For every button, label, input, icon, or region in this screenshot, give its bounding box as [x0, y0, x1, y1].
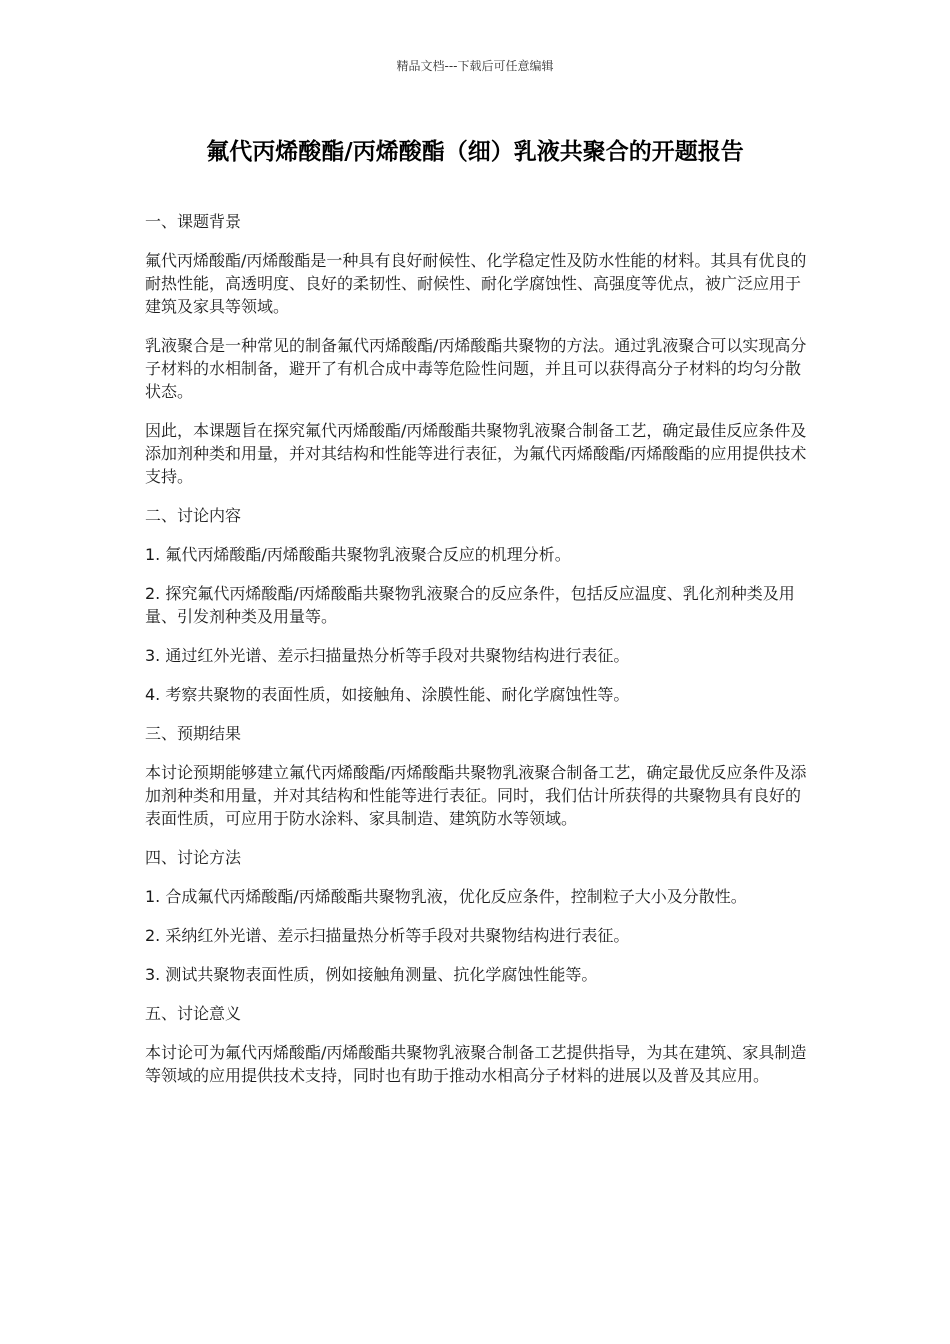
list-item-method-1: 1. 合成氟代丙烯酸酯/丙烯酸酯共聚物乳液，优化反应条件，控制粒子大小及分散性。 — [145, 887, 747, 906]
list-item-content-3: 3. 通过红外光谱、差示扫描量热分析等手段对共聚物结构进行表征。 — [145, 646, 630, 665]
paragraph-research-aim: 因此，本课题旨在探究氟代丙烯酸酯/丙烯酸酯共聚物乳液聚合制备工艺，确定最佳反应条件及添加剂种类和用量，并对其结构和性能等进行表征，为氟代丙烯酸酯/丙烯酸酯的应用提供技术支持。 — [145, 421, 807, 486]
document-body — [145, 210, 807, 1103]
paragraph-emulsion-polymerization: 乳液聚合是一种常见的制备氟代丙烯酸酯/丙烯酸酯共聚物的方法。通过乳液聚合可以实现高分子材料的水相制备，避开了有机合成中毒等危险性问题，并且可以获得高分子材料的均匀分散状态。 — [145, 336, 807, 401]
section-heading-expected-results: 三、预期结果 — [145, 724, 242, 743]
section-heading-methods: 四、讨论方法 — [145, 848, 242, 867]
list-item-method-3: 3. 测试共聚物表面性质，例如接触角测量、抗化学腐蚀性能等。 — [145, 965, 598, 984]
list-item-content-1: 1. 氟代丙烯酸酯/丙烯酸酯共聚物乳液聚合反应的机理分析。 — [145, 545, 571, 564]
paragraph-material-intro: 氟代丙烯酸酯/丙烯酸酯是一种具有良好耐候性、化学稳定性及防水性能的材料。其具有优良的耐热性能，高透明度、良好的柔韧性、耐候性、耐化学腐蚀性、高强度等优点，被广泛应用于建筑及家具等领域。 — [145, 251, 807, 316]
paragraph-expected-results: 本讨论预期能够建立氟代丙烯酸酯/丙烯酸酯共聚物乳液聚合制备工艺，确定最优反应条件及添加剂种类和用量，并对其结构和性能等进行表征。同时，我们估计所获得的共聚物具有良好的表面性质，可应用于防水涂料、家具制造、建筑防水等领域。 — [145, 763, 807, 828]
document-title: 氟代丙烯酸酯/丙烯酸酯（细）乳液共聚合的开题报告 — [206, 139, 744, 165]
page-header-watermark: 精品文档---下载后可任意编辑 — [396, 59, 554, 73]
paragraph-significance: 本讨论可为氟代丙烯酸酯/丙烯酸酯共聚物乳液聚合制备工艺提供指导，为其在建筑、家具制造等领域的应用提供技术支持，同时也有助于推动水相高分子材料的进展以及普及其应用。 — [145, 1043, 807, 1085]
section-heading-content: 二、讨论内容 — [145, 506, 242, 525]
list-item-method-2: 2. 采纳红外光谱、差示扫描量热分析等手段对共聚物结构进行表征。 — [145, 926, 630, 945]
list-item-content-2: 2. 探究氟代丙烯酸酯/丙烯酸酯共聚物乳液聚合的反应条件，包括反应温度、乳化剂种类及用量、引发剂种类及用量等。 — [145, 584, 795, 626]
section-heading-significance: 五、讨论意义 — [145, 1004, 242, 1023]
list-item-content-4: 4. 考察共聚物的表面性质，如接触角、涂膜性能、耐化学腐蚀性等。 — [145, 685, 630, 704]
section-heading-background: 一、课题背景 — [145, 212, 242, 231]
